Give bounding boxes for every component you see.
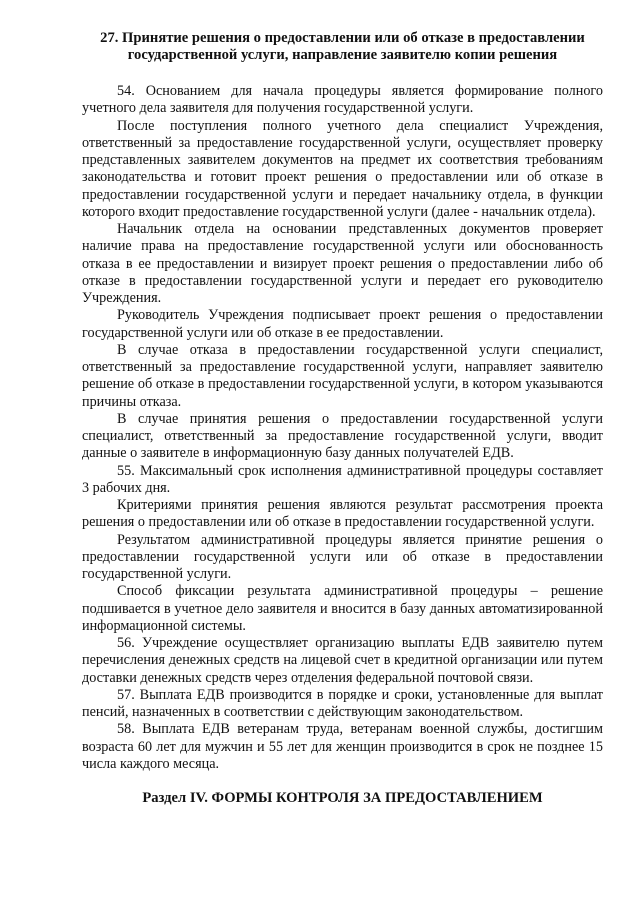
paragraph-result: Результатом административной процедуры является принятие решения о предоставлении государственной услуги или об отказе в предоставлении государственной услуги. xyxy=(82,531,603,582)
paragraph-refusal-case: В случае отказа в предоставлении государственной услуги специалист, ответственный за предоставление государственной услуги, направляет заявителю решение об отказе в предоставлении государственной услуги, в котором указываются причины отказа. xyxy=(82,341,603,410)
paragraph-director-signs: Руководитель Учреждения подписывает проект решения о предоставлении государственной услуги или об отказе в ее предоставлении. xyxy=(82,307,603,341)
paragraph-57: 57. Выплата ЕДВ производится в порядке и сроки, установленные для выплат пенсий, назначенных в соответствии с действующим законодательством. xyxy=(82,686,603,720)
paragraph-specialist-review: После поступления полного учетного дела специалист Учреждения, ответственный за предоставление государственной услуги, осуществляет проверку представленных заявителем документов на предмет их соответствия требованиям законодательства и готовит проект решения о предоставлении или об отказе в предоставлении государственной услуги и передает начальнику отдела, в функции которого входит предоставление государственной услуги (далее - начальник отдела). xyxy=(82,117,603,220)
paragraph-department-head: Начальник отдела на основании представленных документов проверяет наличие права на предоставление государственной услуги или обоснованность отказа в ее предоставлении и визирует проект решения о предоставлении либо об отказе в предоставлении государственной услуги и передает его руководителю Учреждения. xyxy=(82,221,603,306)
paragraph-54: 54. Основанием для начала процедуры является формирование полного учетного дела заявителя для получения государственной услуги. xyxy=(82,83,603,117)
document-page xyxy=(82,30,603,807)
paragraph-56: 56. Учреждение осуществляет организацию выплаты ЕДВ заявителю путем перечисления денежных средств на лицевой счет в кредитной организации или путем доставки денежных средств через отделения федеральной почтовой связи. xyxy=(82,635,603,686)
paragraph-55: 55. Максимальный срок исполнения административной процедуры составляет 3 рабочих дня. xyxy=(82,462,603,496)
section-title: Раздел IV. ФОРМЫ КОНТРОЛЯ ЗА ПРЕДОСТАВЛЕНИЕМ xyxy=(142,790,543,806)
paragraph-58: 58. Выплата ЕДВ ветеранам труда, ветеранам военной службы, достигшим возраста 60 лет для мужчин и 55 лет для женщин производится в срок не позднее 15 числа каждого месяца. xyxy=(82,721,603,772)
paragraph-fixation: Способ фиксации результата административной процедуры – решение подшивается в учетное дело заявителя и вносится в базу данных автоматизированной информационной системы. xyxy=(82,583,603,634)
paragraph-criteria: Критериями принятия решения являются результат рассмотрения проекта решения о предоставлении или об отказе в предоставлении государственной услуги. xyxy=(82,497,603,531)
paragraph-approval-case: В случае принятия решения о предоставлении государственной услуги специалист, ответственный за предоставление государственной услуги, вводит данные о заявителе в информационную базу данных получателей ЕДВ. xyxy=(82,410,603,462)
subsection-heading: 27. Принятие решения о предоставлении или об отказе в предоставлении государственной услуги, направление заявителю копии решения xyxy=(100,30,585,63)
